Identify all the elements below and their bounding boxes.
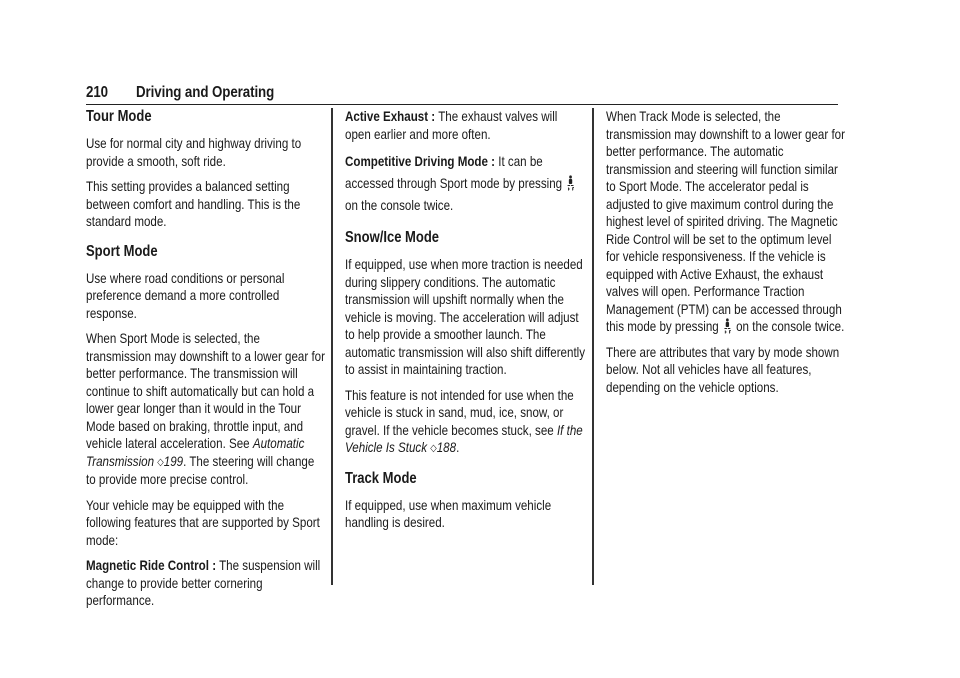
paragraph: Use for normal city and highway driving to provide a smooth, soft ride. (86, 136, 302, 169)
paragraph: If equipped, use when maximum vehicle handling is desired. (345, 497, 552, 530)
sport-mode-heading: Sport Mode (86, 242, 158, 260)
feature-term: Competitive Driving Mode : (345, 154, 496, 169)
track-mode-heading: Track Mode (345, 469, 417, 487)
paragraph: If equipped, use when more traction is needed during slippery conditions. The automatic transmission will upshift normally when the vehicle is moving. The acceleration will adjust to help provide a smoother launch. The automatic transmission will also shift differently to assist in maintaining traction. (345, 257, 586, 377)
feature-item: Competitive Driving Mode : It can be accessed through Sport mode by pressing on the console twice. (345, 151, 585, 217)
page-number: 210 (86, 84, 108, 101)
paragraph: There are attributes that vary by mode shown below. Not all vehicles have all features, depending on the vehicle options. (606, 344, 840, 395)
drive-mode-icon (567, 175, 575, 191)
column-1 (86, 108, 326, 618)
paragraph: When Track Mode is selected, the transmission may downshift to a lower gear for better performance. The automatic transmission and steering will function similar to Sport Mode. The accelerator pedal is adjusted to give maximum control during the highest level of spirited driving. The Magnetic Ride Control will be set to the optimum level for vehicle responsiveness. If the vehicle is equipped with Active Exhaust, the exhaust valves will open. Performance Traction Management (PTM) can be accessed through this mode by pressing on the console twice. (606, 109, 845, 334)
column-2 (345, 108, 585, 540)
snow-ice-mode-heading: Snow/Ice Mode (345, 229, 440, 246)
xref-vehicle-stuck[interactable]: If the Vehicle Is Stuck (345, 422, 583, 455)
page-reference-icon: ◇ (157, 456, 164, 468)
section-title: Driving and Operating (136, 84, 275, 101)
column-3 (606, 108, 846, 404)
drive-mode-icon (724, 318, 732, 334)
xref-page[interactable]: 188 (436, 440, 457, 455)
paragraph: This feature is not intended for use when the vehicle is stuck in sand, mud, ice, snow, or gravel. If the vehicle becomes stuck, see If the Vehicle Is Stuck ◇188. (345, 387, 583, 455)
feature-term: Active Exhaust : (345, 109, 436, 124)
column-divider (331, 108, 333, 585)
page-header (86, 82, 838, 105)
paragraph: Use where road conditions or personal preference demand a more controlled response. (86, 270, 285, 321)
xref-page[interactable]: 199 (163, 453, 184, 469)
tour-mode-heading: Tour Mode (86, 108, 152, 125)
feature-term: Magnetic Ride Control : (86, 558, 217, 573)
feature-item: Active Exhaust : The exhaust valves will open earlier and more often. (345, 109, 558, 142)
feature-item: Magnetic Ride Control : The suspension will change to provide better cornering performance. (86, 558, 321, 608)
paragraph: When Sport Mode is selected, the transmission may downshift to a lower gear for better performance. The transmission will continue to shift automatically but can hold a lower gear longer than it would in the Tour Mode based on braking, throttle input, and vehicle lateral acceleration. See Automatic Transmission ◇199. The steering will change to provide more precise control. (86, 331, 325, 487)
xref-automatic-transmission[interactable]: Automatic Transmission (86, 436, 305, 469)
paragraph: Your vehicle may be equipped with the following features that are supported by Sport mode: (86, 497, 320, 548)
paragraph: This setting provides a balanced setting between comfort and handling. This is the standard mode. (86, 179, 301, 229)
page-reference-icon: ◇ (430, 443, 437, 454)
column-divider (592, 108, 594, 585)
